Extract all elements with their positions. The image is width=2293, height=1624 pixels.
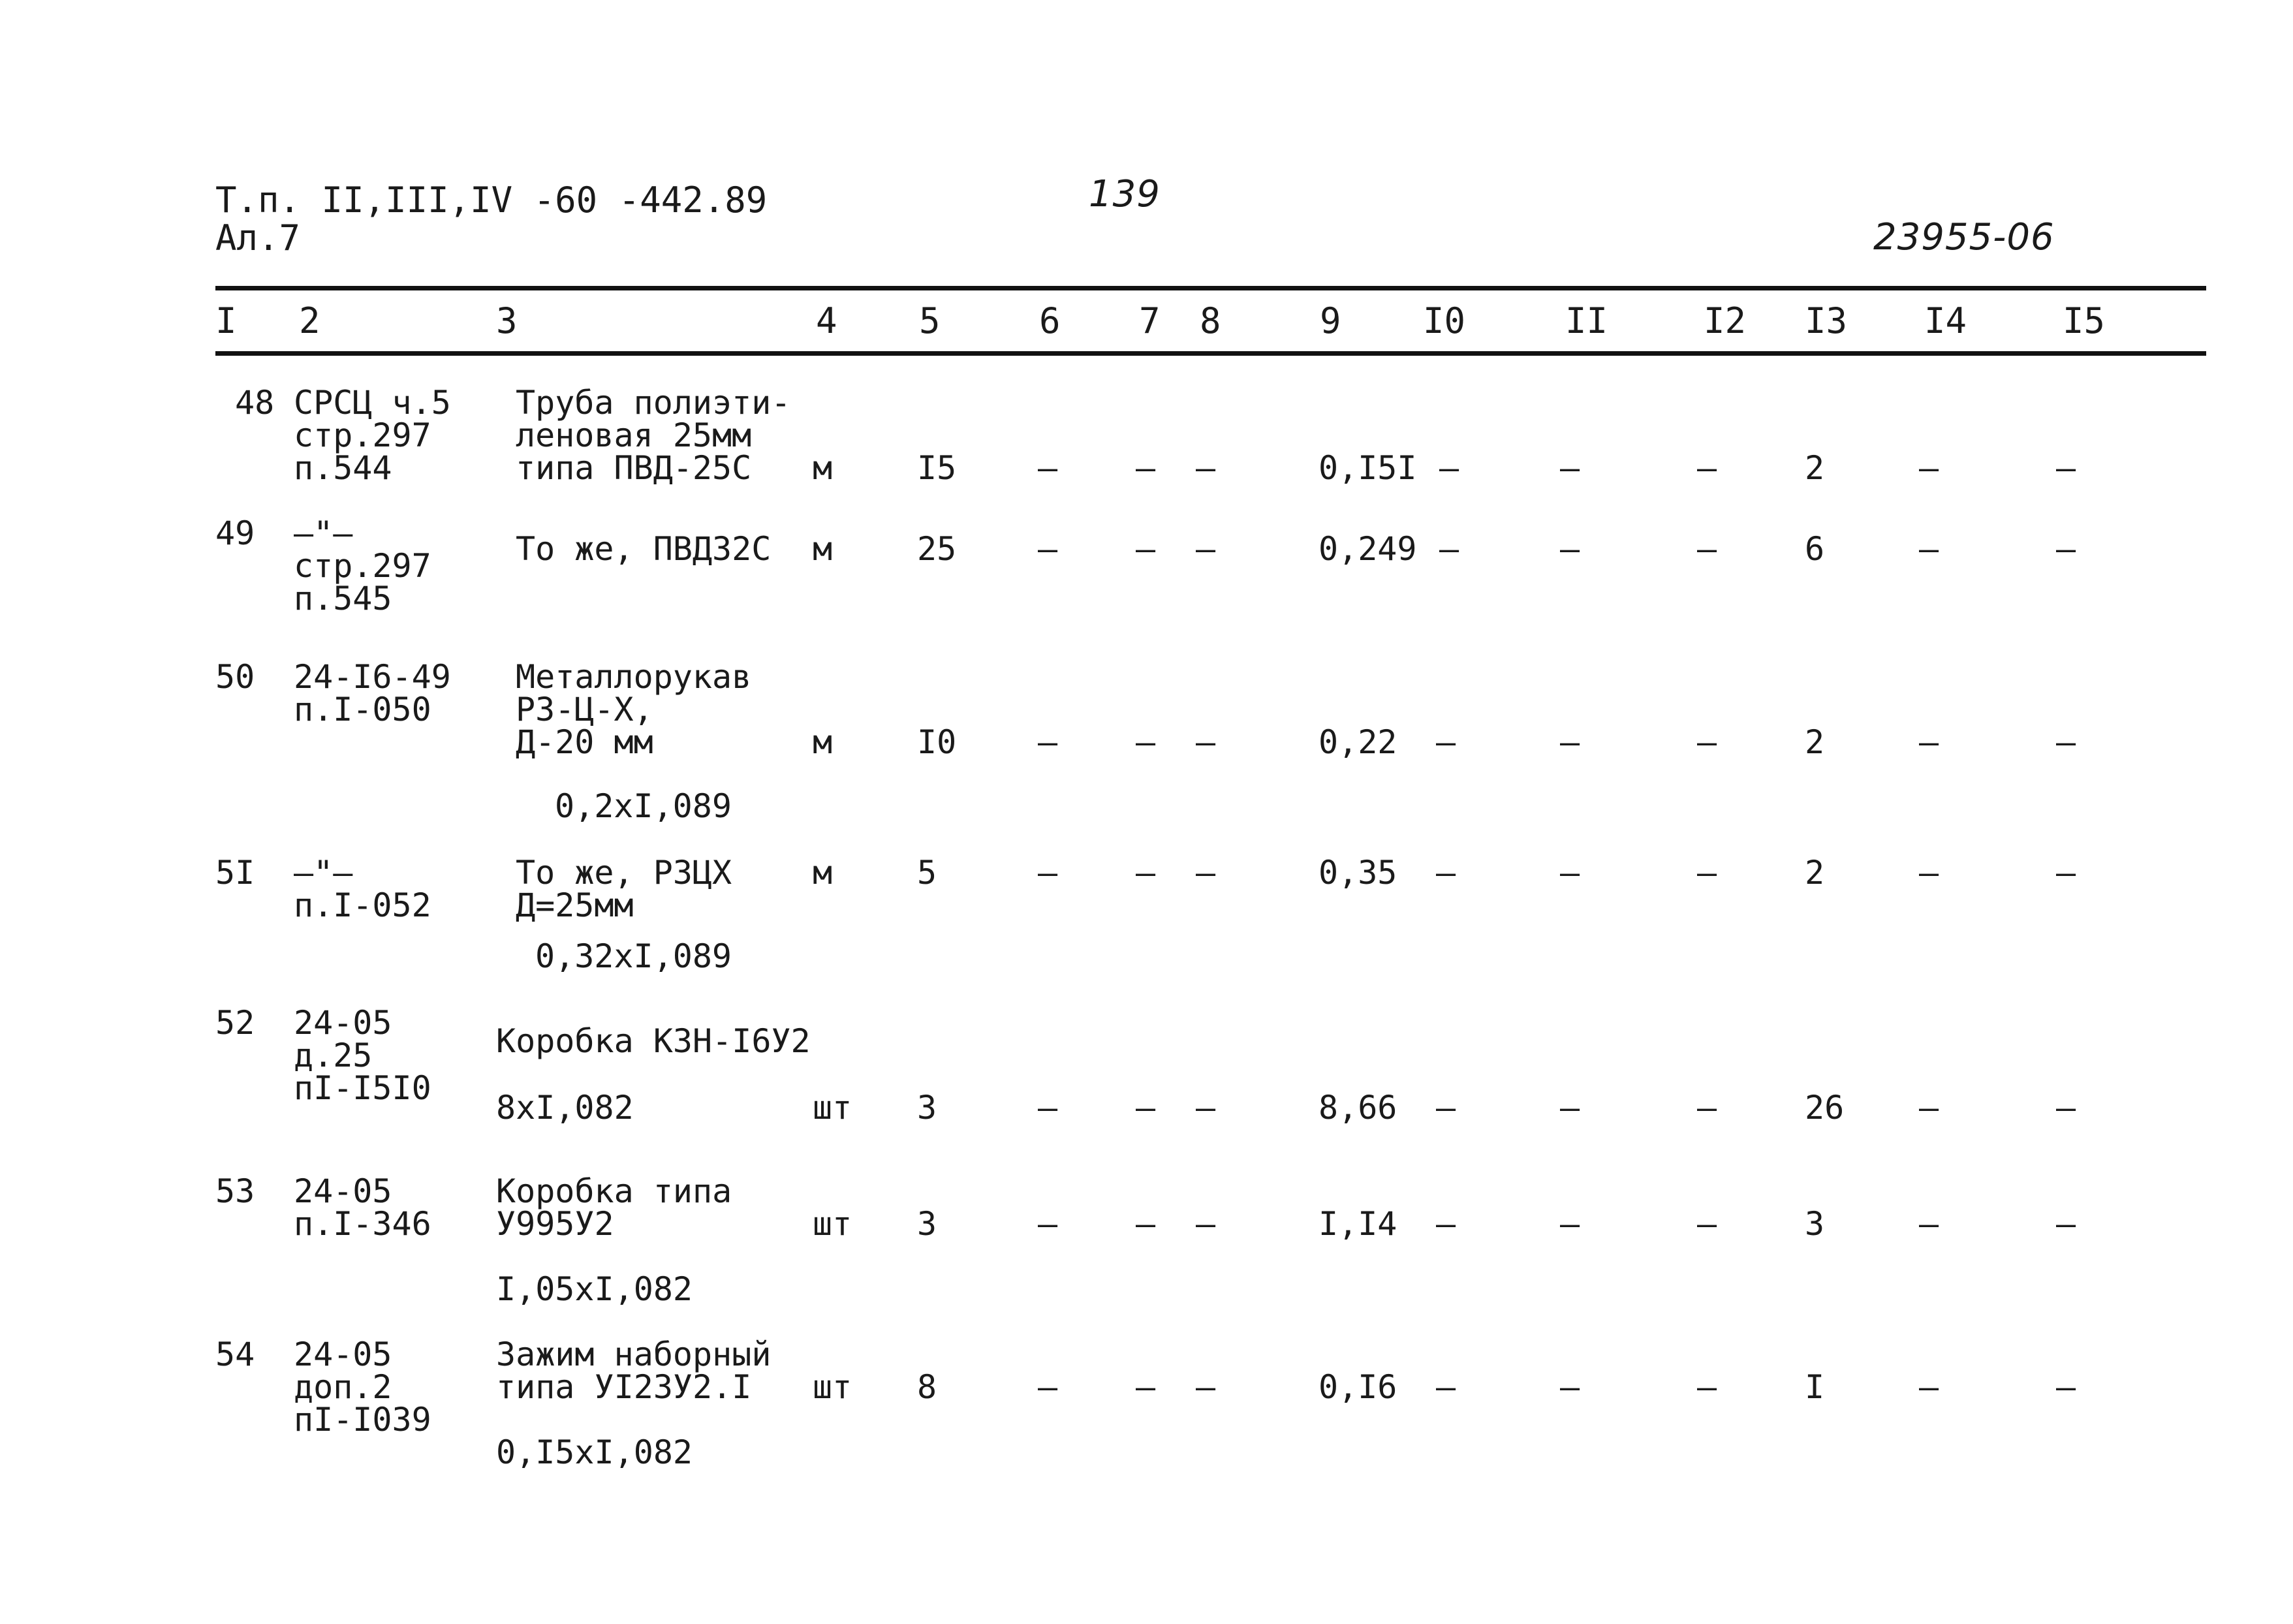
- item-name: Д=25мм: [516, 886, 634, 924]
- quantity-formula: 8хI,082: [496, 1089, 634, 1127]
- row-number: 50: [215, 658, 255, 696]
- column-9-value: I,I4: [1318, 1205, 1397, 1243]
- source-reference: пI-I5I0: [294, 1069, 431, 1107]
- column-number: I0: [1423, 300, 1466, 341]
- unit-of-measure: м: [813, 530, 833, 568]
- item-name: То же, РЗЦХ: [516, 854, 732, 892]
- column-number: 8: [1200, 300, 1221, 341]
- column-11-value: –: [1560, 854, 1580, 892]
- column-7-value: –: [1136, 449, 1156, 487]
- column-number: I3: [1805, 300, 1848, 341]
- unit-of-measure: м: [813, 723, 833, 761]
- source-reference: 24-05: [294, 1335, 392, 1373]
- column-13-value: 26: [1805, 1089, 1845, 1127]
- column-10-value: –: [1439, 530, 1459, 568]
- source-reference: п.I-052: [294, 886, 431, 924]
- quantity: 8: [917, 1368, 937, 1406]
- item-name: Зажим наборный: [496, 1335, 772, 1373]
- column-15-value: –: [2056, 449, 2076, 487]
- column-11-value: –: [1560, 449, 1580, 487]
- item-name: Труба полиэти-: [516, 384, 791, 422]
- column-6-value: –: [1038, 723, 1058, 761]
- column-14-value: –: [1919, 449, 1939, 487]
- source-reference: –"–: [294, 854, 353, 892]
- source-reference: д.25: [294, 1037, 373, 1074]
- column-9-value: 0,249: [1318, 530, 1417, 568]
- column-10-value: –: [1436, 1368, 1456, 1406]
- quantity: 3: [917, 1205, 937, 1243]
- unit-of-measure: шт: [813, 1368, 852, 1406]
- item-name: типа УI23У2.I: [496, 1368, 752, 1406]
- column-8-value: –: [1196, 530, 1216, 568]
- column-8-value: –: [1196, 1205, 1216, 1243]
- column-number: 4: [816, 300, 837, 341]
- column-9-value: 0,35: [1318, 854, 1397, 892]
- page-number: 139: [1089, 173, 1161, 215]
- source-reference: 24-05: [294, 1172, 392, 1210]
- quantity-formula: I,05хI,082: [496, 1270, 693, 1308]
- row-number: 54: [215, 1335, 255, 1373]
- column-9-value: 0,I5I: [1318, 449, 1417, 487]
- item-name: У995У2: [496, 1205, 614, 1243]
- column-7-value: –: [1136, 1089, 1156, 1127]
- inventory-number: 23955-06: [1873, 216, 2055, 258]
- column-7-value: –: [1136, 530, 1156, 568]
- item-name: Коробка КЗН-I6У2: [496, 1022, 811, 1060]
- column-10-value: –: [1436, 1205, 1456, 1243]
- column-number: 9: [1320, 300, 1341, 341]
- row-number: 53: [215, 1172, 255, 1210]
- column-12-value: –: [1697, 530, 1717, 568]
- source-reference: 24-I6-49: [294, 658, 451, 696]
- column-6-value: –: [1038, 449, 1058, 487]
- column-number: II: [1565, 300, 1608, 341]
- column-6-value: –: [1038, 1205, 1058, 1243]
- column-10-value: –: [1436, 723, 1456, 761]
- column-11-value: –: [1560, 1089, 1580, 1127]
- item-name: леновая 25мм: [516, 416, 752, 454]
- album-label: Ал.7: [215, 217, 301, 258]
- column-6-value: –: [1038, 530, 1058, 568]
- quantity: 3: [917, 1089, 937, 1127]
- column-7-value: –: [1136, 1205, 1156, 1243]
- column-15-value: –: [2056, 1205, 2076, 1243]
- source-reference: стр.297: [294, 547, 431, 585]
- column-7-value: –: [1136, 854, 1156, 892]
- column-8-value: –: [1196, 1368, 1216, 1406]
- column-15-value: –: [2056, 1089, 2076, 1127]
- column-8-value: –: [1196, 723, 1216, 761]
- column-13-value: 2: [1805, 723, 1825, 761]
- column-14-value: –: [1919, 1368, 1939, 1406]
- column-number: I2: [1704, 300, 1747, 341]
- source-reference: стр.297: [294, 416, 431, 454]
- source-reference: п.I-346: [294, 1205, 431, 1243]
- column-9-value: 8,66: [1318, 1089, 1397, 1127]
- header-bottom-rule: [215, 351, 2206, 356]
- column-6-value: –: [1038, 1089, 1058, 1127]
- source-reference: СРСЦ ч.5: [294, 384, 451, 422]
- column-13-value: 3: [1805, 1205, 1825, 1243]
- quantity-formula: 0,2хI,089: [555, 787, 732, 825]
- column-number: 7: [1139, 300, 1161, 341]
- source-reference: пI-I039: [294, 1401, 431, 1439]
- column-8-value: –: [1196, 1089, 1216, 1127]
- quantity: 5: [917, 854, 937, 892]
- column-13-value: 2: [1805, 854, 1825, 892]
- item-name: РЗ-Ц-Х,: [516, 691, 653, 728]
- column-8-value: –: [1196, 854, 1216, 892]
- column-10-value: –: [1436, 854, 1456, 892]
- row-number: 48: [235, 384, 275, 422]
- column-number: I4: [1924, 300, 1967, 341]
- doc-reference: Т.п. II,III,IV -60 -442.89: [215, 180, 768, 221]
- column-12-value: –: [1697, 1089, 1717, 1127]
- unit-of-measure: шт: [813, 1089, 852, 1127]
- column-9-value: 0,22: [1318, 723, 1397, 761]
- column-13-value: 2: [1805, 449, 1825, 487]
- source-reference: п.545: [294, 580, 392, 617]
- column-15-value: –: [2056, 854, 2076, 892]
- source-reference: п.544: [294, 449, 392, 487]
- column-11-value: –: [1560, 1368, 1580, 1406]
- column-13-value: I: [1805, 1368, 1825, 1406]
- column-12-value: –: [1697, 1368, 1717, 1406]
- item-name: Д-20 мм: [516, 723, 653, 761]
- source-reference: п.I-050: [294, 691, 431, 728]
- column-8-value: –: [1196, 449, 1216, 487]
- quantity-formula: 0,32хI,089: [535, 937, 732, 975]
- column-15-value: –: [2056, 1368, 2076, 1406]
- column-7-value: –: [1136, 1368, 1156, 1406]
- quantity: I0: [917, 723, 957, 761]
- column-15-value: –: [2056, 530, 2076, 568]
- unit-of-measure: шт: [813, 1205, 852, 1243]
- row-number: 5I: [215, 854, 255, 892]
- source-reference: 24-05: [294, 1004, 392, 1042]
- quantity: I5: [917, 449, 957, 487]
- unit-of-measure: м: [813, 449, 833, 487]
- column-14-value: –: [1919, 723, 1939, 761]
- quantity: 25: [917, 530, 957, 568]
- column-12-value: –: [1697, 723, 1717, 761]
- column-7-value: –: [1136, 723, 1156, 761]
- column-number: I: [215, 300, 237, 341]
- column-11-value: –: [1560, 1205, 1580, 1243]
- item-name: Металлорукав: [516, 658, 752, 696]
- column-6-value: –: [1038, 1368, 1058, 1406]
- column-13-value: 6: [1805, 530, 1825, 568]
- column-14-value: –: [1919, 530, 1939, 568]
- column-12-value: –: [1697, 1205, 1717, 1243]
- row-number: 49: [215, 514, 255, 552]
- source-reference: –"–: [294, 514, 353, 552]
- column-number: I5: [2063, 300, 2106, 341]
- item-name: То же, ПВД32С: [516, 530, 772, 568]
- column-15-value: –: [2056, 723, 2076, 761]
- column-14-value: –: [1919, 854, 1939, 892]
- item-name: типа ПВД-25С: [516, 449, 752, 487]
- column-number: 2: [299, 300, 320, 341]
- column-number: 6: [1039, 300, 1061, 341]
- column-11-value: –: [1560, 530, 1580, 568]
- column-14-value: –: [1919, 1205, 1939, 1243]
- item-name: Коробка типа: [496, 1172, 732, 1210]
- column-14-value: –: [1919, 1089, 1939, 1127]
- column-number: 3: [496, 300, 518, 341]
- row-number: 52: [215, 1004, 255, 1042]
- column-number: 5: [919, 300, 941, 341]
- unit-of-measure: м: [813, 854, 833, 892]
- column-12-value: –: [1697, 449, 1717, 487]
- top-rule: [215, 286, 2206, 290]
- source-reference: доп.2: [294, 1368, 392, 1406]
- column-10-value: –: [1436, 1089, 1456, 1127]
- column-12-value: –: [1697, 854, 1717, 892]
- column-9-value: 0,I6: [1318, 1368, 1397, 1406]
- column-6-value: –: [1038, 854, 1058, 892]
- column-10-value: –: [1439, 449, 1459, 487]
- quantity-formula: 0,I5хI,082: [496, 1433, 693, 1471]
- column-11-value: –: [1560, 723, 1580, 761]
